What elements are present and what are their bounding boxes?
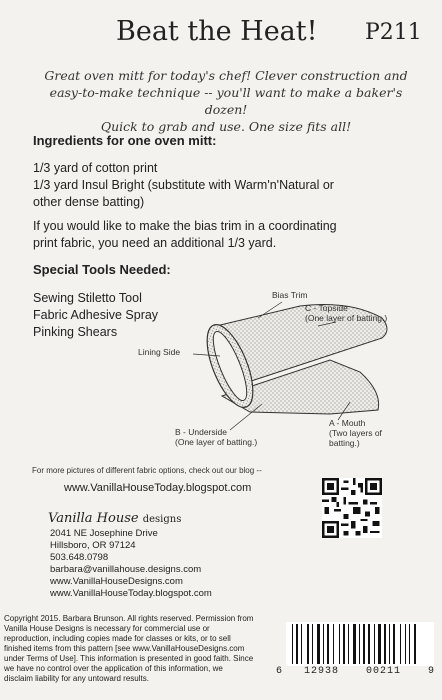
barcode-bar bbox=[414, 624, 416, 664]
barcode-digit-right: 9 bbox=[428, 666, 436, 677]
barcode-bar bbox=[359, 624, 360, 664]
barcode-bar bbox=[343, 624, 345, 664]
qr-code bbox=[322, 478, 382, 538]
barcode-bar bbox=[400, 624, 401, 664]
barcode-bar bbox=[301, 624, 302, 664]
legal-line: Vanilla House Designs is necessary for commercial use or bbox=[4, 624, 210, 633]
legal-line: under Terms of Use]. This information is presented in good faith. Since bbox=[4, 654, 254, 663]
barcode-digit-left: 6 bbox=[276, 666, 284, 677]
legal-line: reproduction, including copies made for classes or kits, or to sell bbox=[4, 634, 231, 643]
company-name: Vanilla House bbox=[48, 511, 139, 526]
ingredient-item: other dense batting) bbox=[33, 195, 145, 209]
blog-website-link[interactable]: www.VanillaHouseToday.blogspot.com bbox=[50, 588, 212, 599]
barcode-bar bbox=[409, 624, 410, 664]
company-logo bbox=[48, 511, 181, 526]
barcode-bar bbox=[339, 624, 340, 664]
barcode-bar bbox=[317, 624, 320, 664]
barcode-bar bbox=[333, 624, 334, 664]
tool-item: Pinking Shears bbox=[33, 325, 118, 339]
intro-line: Quick to grab and use. One size fits all! bbox=[100, 119, 352, 134]
ingredient-item: 1/3 yard Insul Bright (substitute with Warm'n'Natural or bbox=[33, 178, 334, 192]
label-line: A - Mouth bbox=[329, 418, 366, 428]
bias-trim-label: Bias Trim bbox=[272, 290, 308, 300]
barcode-bar bbox=[353, 624, 356, 664]
address-line: 2041 NE Josephine Drive bbox=[50, 528, 158, 539]
pattern-code: P211 bbox=[365, 20, 422, 45]
phone-number: 503.648.0798 bbox=[50, 552, 109, 563]
blog-link[interactable]: www.VanillaHouseToday.blogspot.com bbox=[64, 482, 252, 494]
barcode-bar bbox=[374, 624, 375, 664]
barcode-digits-group1: 12938 bbox=[304, 666, 340, 677]
intro-line: Great oven mitt for today's chef! Clever construction and bbox=[44, 68, 408, 83]
label-line: batting.) bbox=[329, 438, 360, 448]
ingredient-item: 1/3 yard of cotton print bbox=[33, 161, 158, 175]
tool-item: Fabric Adhesive Spray bbox=[33, 308, 159, 322]
barcode-bar bbox=[327, 624, 329, 664]
note-line: If you would like to make the bias trim in a coordinating bbox=[33, 219, 337, 233]
underside-label bbox=[175, 427, 257, 447]
label-line: (One layer of batting.) bbox=[305, 313, 388, 323]
barcode bbox=[286, 622, 434, 666]
label-line: (Two layers of bbox=[329, 428, 382, 438]
barcode-bar bbox=[348, 624, 349, 664]
barcode-bar bbox=[363, 624, 365, 664]
barcode-bar bbox=[323, 624, 324, 664]
barcode-bar bbox=[384, 624, 386, 664]
barcode-bar bbox=[312, 624, 313, 664]
topside-label bbox=[305, 303, 387, 323]
barcode-bar bbox=[292, 624, 293, 664]
legal-line: we have no control over the application of this information, we bbox=[4, 664, 223, 673]
page-title: Beat the Heat! bbox=[116, 16, 318, 47]
lining-side-label: Lining Side bbox=[138, 347, 181, 357]
label-line: B - Underside bbox=[175, 427, 227, 437]
barcode-bar bbox=[393, 624, 395, 664]
company-suffix: designs bbox=[142, 514, 182, 525]
label-line: (One layer of batting.) bbox=[175, 437, 258, 447]
label-line: C - Topside bbox=[305, 303, 348, 313]
intro-line: easy-to-make technique -- you'll want to make a baker's dozen! bbox=[49, 85, 403, 117]
barcode-bar bbox=[405, 624, 406, 664]
barcode-digits-group2: 00211 bbox=[366, 666, 402, 677]
email-link[interactable]: barbara@vanillahouse.designs.com bbox=[50, 564, 202, 575]
note-line: print fabric, you need an additional 1/3 yard. bbox=[33, 236, 277, 250]
barcode-bar bbox=[368, 624, 370, 664]
copyright-notice bbox=[4, 614, 272, 684]
barcode-bar bbox=[389, 624, 390, 664]
legal-line: Copyright 2015. Barbara Brunson. All rights reserved. Permission from bbox=[4, 614, 254, 623]
address-line: Hillsboro, OR 97124 bbox=[50, 540, 136, 551]
blog-note: For more pictures of different fabric options, check out our blog -- bbox=[32, 466, 262, 475]
ingredients-heading: Ingredients for one oven mitt: bbox=[33, 133, 217, 148]
website-link[interactable]: www.VanillaHouseDesigns.com bbox=[50, 576, 183, 587]
barcode-bar bbox=[307, 624, 309, 664]
tools-heading: Special Tools Needed: bbox=[33, 262, 171, 277]
legal-line: finished items from this pattern [see www.VanillaHouseDesigns.com bbox=[4, 644, 245, 653]
mouth-label bbox=[329, 418, 382, 448]
company-address bbox=[50, 528, 212, 600]
barcode-bar bbox=[296, 624, 298, 664]
tool-item: Sewing Stiletto Tool bbox=[33, 291, 142, 305]
legal-line: disclaim liability for any untoward results. bbox=[4, 674, 149, 683]
barcode-bar bbox=[378, 624, 381, 664]
